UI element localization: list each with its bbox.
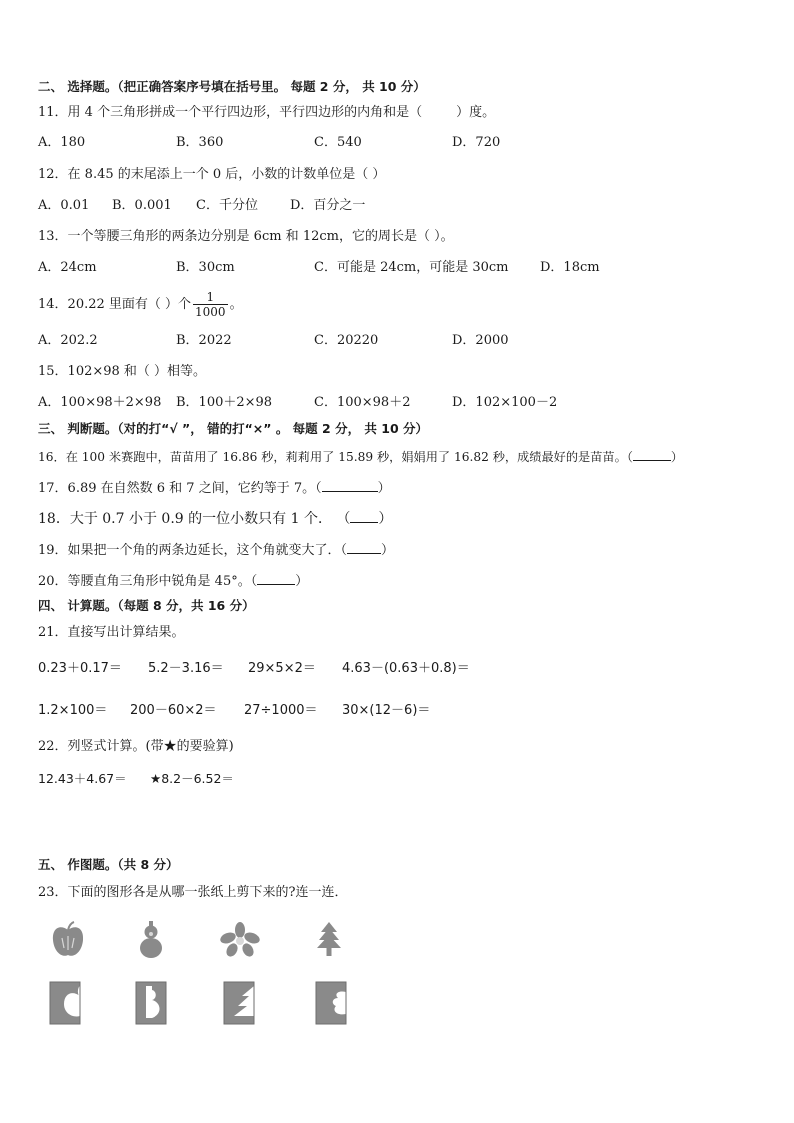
question-14: 14．20.22 里面有（ ）个 $\frac{1}{1000}$ 。 — [38, 290, 243, 319]
q15-option-a[interactable]: A．100×98＋2×98 — [38, 395, 162, 410]
question-12: 12．在 8.45 的末尾添上一个 0 后，小数的计数单位是（ ） — [38, 167, 386, 182]
flower-shape-icon[interactable] — [220, 922, 260, 958]
answer-blank[interactable] — [350, 509, 378, 523]
calc-item[interactable]: 0.23＋0.17＝ — [38, 661, 122, 676]
q12-option-c[interactable]: C．千分位 — [196, 198, 258, 213]
q14-option-c[interactable]: C．20220 — [314, 333, 379, 348]
paper-tree-cut-icon[interactable] — [222, 980, 256, 1026]
calc-item[interactable]: 1.2×100＝ — [38, 703, 108, 718]
question-20: 20．等腰直角三角形中锐角是 45°。（ ） — [38, 571, 308, 591]
q13-option-c[interactable]: C．可能是 24cm，可能是 30cm — [314, 260, 509, 275]
apple-shape-icon[interactable] — [50, 920, 86, 960]
answer-blank[interactable] — [347, 540, 381, 554]
q15-option-d[interactable]: D．102×100－2 — [452, 395, 558, 410]
question-15: 15．102×98 和（ ）相等。 — [38, 364, 207, 379]
question-22: 22．列竖式计算。(带★的要验算) — [38, 739, 234, 754]
section-title-calculation: 四、 计算题。（每题 8 分，共 16 分） — [38, 598, 255, 613]
answer-blank[interactable] — [633, 447, 671, 461]
question-21: 21．直接写出计算结果。 — [38, 625, 185, 640]
section-title-judgement: 三、 判断题。（对的打“√ ”， 错的打“×” 。 每题 2 分， 共 10 分） — [38, 421, 429, 436]
q14-option-a[interactable]: A．202.2 — [38, 333, 98, 348]
paper-apple-cut-icon[interactable] — [48, 980, 82, 1026]
q11-option-a[interactable]: A．180 — [38, 135, 86, 150]
q15-option-c[interactable]: C．100×98＋2 — [314, 395, 411, 410]
paper-flower-cut-icon[interactable] — [314, 980, 348, 1026]
q15-option-b[interactable]: B．100＋2×98 — [176, 395, 273, 410]
gourd-shape-icon[interactable] — [136, 920, 166, 960]
vertical-calc-item[interactable]: 12.43＋4.67＝ — [38, 771, 127, 786]
calc-item[interactable]: 200－60×2＝ — [130, 703, 217, 718]
q13-option-b[interactable]: B．30cm — [176, 260, 235, 275]
q11-option-c[interactable]: C．540 — [314, 135, 362, 150]
answer-blank[interactable] — [322, 478, 378, 492]
question-23: 23．下面的图形各是从哪一张纸上剪下来的?连一连． — [38, 885, 348, 900]
fraction-one-thousandth: $\frac{1}{1000}$ — [195, 290, 226, 319]
section-title-drawing: 五、 作图题。（共 8 分） — [38, 857, 179, 872]
q13-option-d[interactable]: D．18cm — [540, 260, 600, 275]
q14-option-b[interactable]: B．2022 — [176, 333, 232, 348]
q11-option-b[interactable]: B．360 — [176, 135, 224, 150]
calc-item[interactable]: 30×(12－6)＝ — [342, 703, 431, 718]
q11-option-d[interactable]: D．720 — [452, 135, 501, 150]
paper-gourd-cut-icon[interactable] — [134, 980, 168, 1026]
q13-option-a[interactable]: A．24cm — [38, 260, 97, 275]
q14-option-d[interactable]: D．2000 — [452, 333, 509, 348]
calc-item[interactable]: 27÷1000＝ — [244, 703, 318, 718]
vertical-calc-item[interactable]: ★8.2－6.52＝ — [150, 771, 234, 786]
calc-item[interactable]: 5.2－3.16＝ — [148, 661, 224, 676]
tree-shape-icon[interactable] — [314, 920, 344, 960]
answer-blank[interactable] — [257, 571, 295, 585]
question-17: 17．6.89 在自然数 6 和 7 之间，它约等于 7。（ ） — [38, 478, 391, 498]
question-13: 13．一个等腰三角形的两条边分别是 6cm 和 12cm，它的周长是（ ）。 — [38, 229, 454, 244]
question-18: 18．大于 0.7 小于 0.9 的一位小数只有 1 个． （ ） — [38, 511, 393, 527]
question-11: 11．用 4 个三角形拼成一个平行四边形，平行四边形的内角和是（ ）度。 — [38, 105, 496, 120]
question-16: 16．在 100 米赛跑中，苗苗用了 16.86 秒，莉莉用了 15.89 秒，娟娟用了 16.82 秒，成绩最好的是苗苗。（ ） — [38, 447, 683, 466]
question-19: 19．如果把一个角的两条边延长，这个角就变大了．（ ） — [38, 540, 394, 560]
calc-item[interactable]: 4.63－(0.63＋0.8)＝ — [342, 661, 470, 676]
section-title-choice: 二、 选择题。（把正确答案序号填在括号里。 每题 2 分， 共 10 分） — [38, 79, 426, 94]
q12-option-a[interactable]: A．0.01 — [38, 198, 90, 213]
q12-option-b[interactable]: B．0.001 — [112, 198, 172, 213]
q12-option-d[interactable]: D．百分之一 — [290, 198, 366, 213]
calc-item[interactable]: 29×5×2＝ — [248, 661, 316, 676]
